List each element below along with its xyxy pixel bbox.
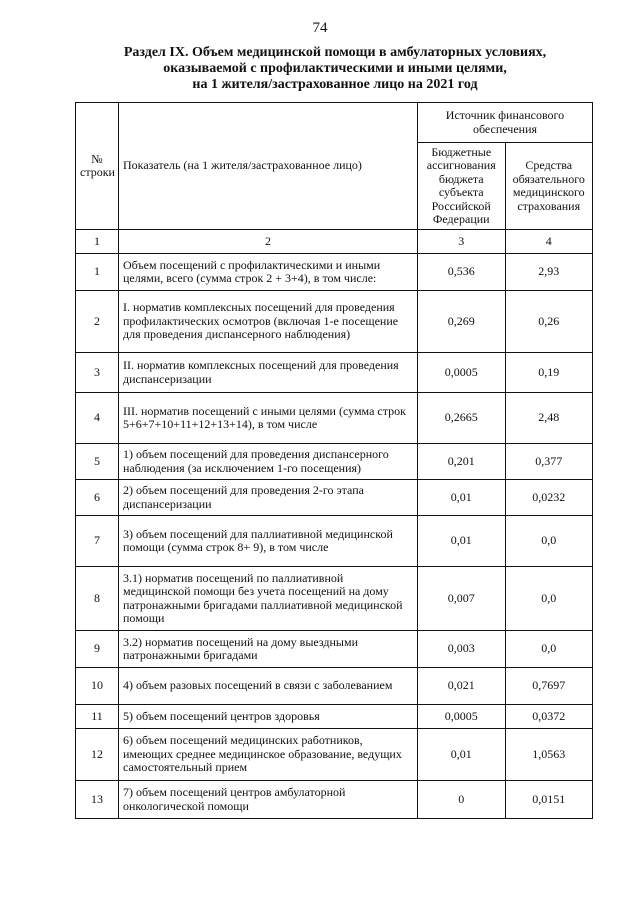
col-number-2: 2	[119, 230, 418, 254]
row-indicator: 3.1) норматив посещений по паллиативной медицинской помощи без учета посещений на дому патронажными бригадами паллиативной медицинской помощи	[119, 567, 418, 631]
col-number-1: 1	[76, 230, 119, 254]
volume-table	[75, 102, 593, 819]
row-indicator: 3.2) норматив посещений на дому выездными патронажными бригадами	[119, 631, 418, 668]
row-oms-value: 0,0372	[505, 705, 593, 729]
row-number: 2	[76, 291, 119, 353]
row-budget-value: 0,2665	[418, 393, 506, 444]
row-indicator: 3) объем посещений для паллиативной медицинской помощи (сумма строк 8+ 9), в том числе	[119, 516, 418, 567]
row-indicator: III. норматив посещений с иными целями (сумма строк 5+6+7+10+11+12+13+14), в том числе	[119, 393, 418, 444]
row-number: 6	[76, 480, 119, 516]
row-number: 7	[76, 516, 119, 567]
row-indicator: 4) объем разовых посещений в связи с заболеванием	[119, 668, 418, 705]
row-oms-value: 2,93	[505, 254, 593, 291]
header-indicator: Показатель (на 1 жителя/застрахованное лицо)	[119, 103, 418, 230]
row-indicator: I. норматив комплексных посещений для проведения профилактических осмотров (включая 1-е посещение для проведения диспансерного наблюдения)	[119, 291, 418, 353]
row-indicator: 1) объем посещений для проведения диспансерного наблюдения (за исключением 1-го посещения)	[119, 444, 418, 480]
table-row	[76, 516, 593, 567]
table-row	[76, 480, 593, 516]
row-oms-value: 0,0151	[505, 781, 593, 819]
header-budget: Бюджетные ассигнования бюджета субъекта Российской Федерации	[418, 143, 506, 230]
table-row	[76, 393, 593, 444]
row-oms-value: 0,0232	[505, 480, 593, 516]
row-number: 1	[76, 254, 119, 291]
row-budget-value: 0,201	[418, 444, 506, 480]
row-budget-value: 0,01	[418, 516, 506, 567]
row-budget-value: 0,01	[418, 480, 506, 516]
row-oms-value: 0,0	[505, 631, 593, 668]
row-number: 9	[76, 631, 119, 668]
row-oms-value: 0,26	[505, 291, 593, 353]
title-line-2: оказываемой с профилактическими и иными целями,	[163, 61, 507, 76]
row-budget-value: 0,007	[418, 567, 506, 631]
row-indicator: 7) объем посещений центров амбулаторной онкологической помощи	[119, 781, 418, 819]
row-oms-value: 0,0	[505, 516, 593, 567]
row-oms-value: 0,377	[505, 444, 593, 480]
col-number-3: 3	[418, 230, 506, 254]
table-row	[76, 705, 593, 729]
row-number: 5	[76, 444, 119, 480]
header-row-no: № строки	[76, 103, 119, 230]
table-row	[76, 291, 593, 353]
row-oms-value: 1,0563	[505, 729, 593, 781]
table-row	[76, 444, 593, 480]
row-indicator: 2) объем посещений для проведения 2-го этапа диспансеризации	[119, 480, 418, 516]
row-oms-value: 0,7697	[505, 668, 593, 705]
row-budget-value: 0,01	[418, 729, 506, 781]
page-number: 74	[312, 20, 328, 36]
row-budget-value: 0,269	[418, 291, 506, 353]
table-row	[76, 567, 593, 631]
title-line-1: Раздел IX. Объем медицинской помощи в амбулаторных условиях,	[123, 45, 547, 60]
row-budget-value: 0,0005	[418, 353, 506, 393]
header-source-group: Источник финансового обеспечения	[418, 103, 593, 143]
row-indicator: Объем посещений с профилактическими и иными целями, всего (сумма строк 2 + 3+4), в том числе:	[119, 254, 418, 291]
row-oms-value: 0,0	[505, 567, 593, 631]
table-row	[76, 631, 593, 668]
row-budget-value: 0,003	[418, 631, 506, 668]
row-number: 10	[76, 668, 119, 705]
row-budget-value: 0	[418, 781, 506, 819]
row-budget-value: 0,021	[418, 668, 506, 705]
col-number-4: 4	[505, 230, 593, 254]
title-line-3: на 1 жителя/застрахованное лицо на 2021 год	[192, 77, 478, 92]
table-row	[76, 353, 593, 393]
row-oms-value: 2,48	[505, 393, 593, 444]
row-indicator: II. норматив комплексных посещений для проведения диспансеризации	[119, 353, 418, 393]
row-number: 13	[76, 781, 119, 819]
header-oms: Средства обязательного медицинского страхования	[505, 143, 593, 230]
row-budget-value: 0,0005	[418, 705, 506, 729]
row-number: 3	[76, 353, 119, 393]
row-indicator: 5) объем посещений центров здоровья	[119, 705, 418, 729]
table-row	[76, 254, 593, 291]
table-row	[76, 668, 593, 705]
row-number: 4	[76, 393, 119, 444]
table-row	[76, 781, 593, 819]
row-indicator: 6) объем посещений медицинских работников, имеющих среднее медицинское образование, ведущих самостоятельный прием	[119, 729, 418, 781]
row-number: 8	[76, 567, 119, 631]
table-row	[76, 729, 593, 781]
row-number: 12	[76, 729, 119, 781]
row-budget-value: 0,536	[418, 254, 506, 291]
row-oms-value: 0,19	[505, 353, 593, 393]
section-title	[70, 45, 600, 93]
row-number: 11	[76, 705, 119, 729]
